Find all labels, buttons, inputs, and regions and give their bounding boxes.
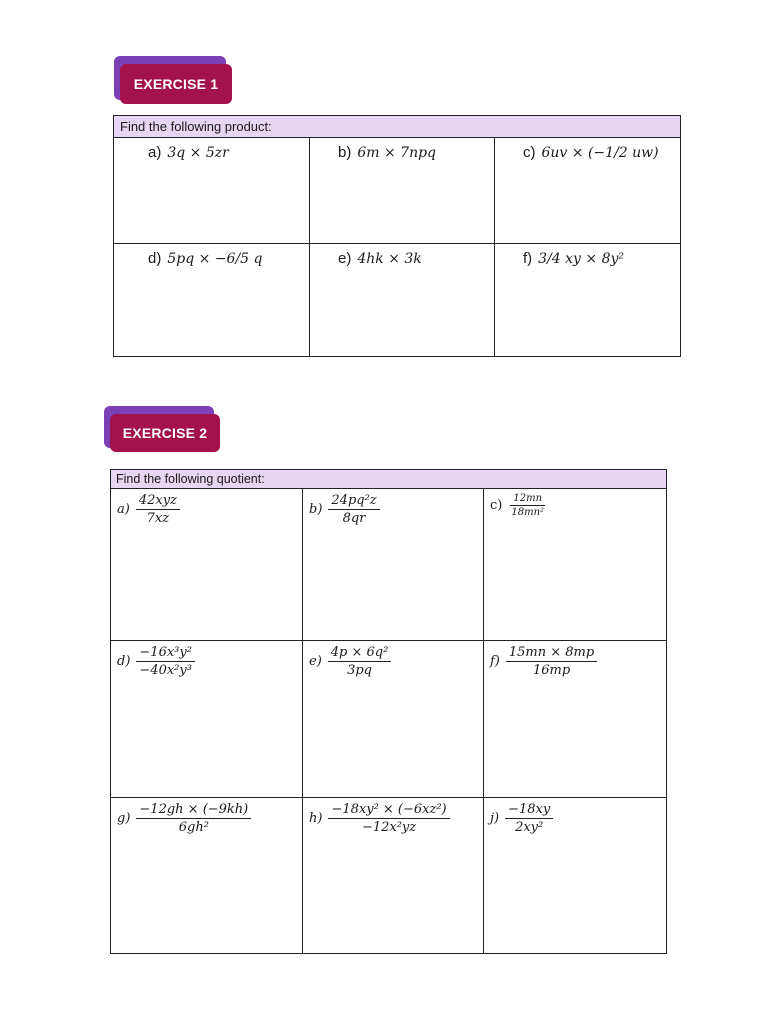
exercise-2-cell-c: c) $\frac{12mn}{\text{18mn²}}$ <box>484 489 667 641</box>
exercise-2-cell-h: h) $\frac{\text{−18xy² × (−6xz²)}}{\text{−12x²yz}}$ <box>303 798 484 954</box>
exercise-1-table <box>113 115 681 357</box>
fraction: $\frac{15mn \times 8mp}{16mp}$ <box>506 645 597 678</box>
exercise-2-cell-j: j) $\frac{-18xy}{\text{2xy²}}$ <box>484 798 667 954</box>
fraction: $\frac{\text{42xyz}}{7xz}$ <box>136 493 180 526</box>
exercise-1-cell-a: a) 3q × 5zr <box>114 138 310 244</box>
exercise-1-cell-d: d) 5pq × −6/5 q <box>114 244 310 357</box>
exercise-1-cell-c: c) 6uv × (−1/2 uw) <box>495 138 681 244</box>
exercise-2-cell-g: g) $\frac{-12gh \times (-9kh)}{\text{6gh²}}$ <box>111 798 303 954</box>
exercise-1-cell-e: e) 4hk × 3k <box>310 244 495 357</box>
exercise-1-badge-label: EXERCISE 1 <box>120 64 232 104</box>
exercise-2-cell-a: a) $\frac{\text{42xyz}}{7xz}$ <box>111 489 303 641</box>
expression: 5pq × −6/5 q <box>167 251 263 267</box>
fraction: $\frac{\text{4p × 6q²}}{3pq}$ <box>328 645 392 678</box>
fraction: $\frac{\text{24pq²z}}{8qr}$ <box>328 493 379 526</box>
exercise-1-badge <box>114 56 234 106</box>
exercise-2-table <box>110 469 667 954</box>
exercise-1-cell-f: f) 3/4 xy × 8y² <box>495 244 681 357</box>
fraction: $\frac{-12gh \times (-9kh)}{\text{6gh²}}$ <box>136 802 251 835</box>
fraction: $\frac{12mn}{\text{18mn²}}$ <box>511 493 545 518</box>
exercise-1-cell-b: b) 6m × 7npq <box>310 138 495 244</box>
exercise-1-instruction: Find the following product: <box>114 116 681 138</box>
exercise-2-badge <box>104 406 224 456</box>
expression: 6uv × (−1/2 uw) <box>541 145 659 161</box>
exercise-2-badge-label: EXERCISE 2 <box>110 414 220 452</box>
expression: 3/4 xy × 8y² <box>538 251 625 267</box>
exercise-2-cell-b: b) $\frac{\text{24pq²z}}{8qr}$ <box>303 489 484 641</box>
expression: 4hk × 3k <box>357 251 422 267</box>
exercise-2-cell-e: e) $\frac{\text{4p × 6q²}}{3pq}$ <box>303 641 484 798</box>
exercise-2-cell-d: d) $\frac{\text{−16x³y²}}{\text{−40x²y³}}$ <box>111 641 303 798</box>
exercise-2-instruction: Find the following quotient: <box>111 470 667 489</box>
expression: 3q × 5zr <box>167 145 229 161</box>
exercise-2-cell-f: f) $\frac{15mn \times 8mp}{16mp}$ <box>484 641 667 798</box>
fraction: $\frac{\text{−16x³y²}}{\text{−40x²y³}}$ <box>136 645 195 678</box>
fraction: $\frac{-18xy}{\text{2xy²}}$ <box>505 802 553 835</box>
expression: 6m × 7npq <box>357 145 437 161</box>
fraction: $\frac{\text{−18xy² × (−6xz²)}}{\text{−12x²yz}}$ <box>328 802 449 835</box>
